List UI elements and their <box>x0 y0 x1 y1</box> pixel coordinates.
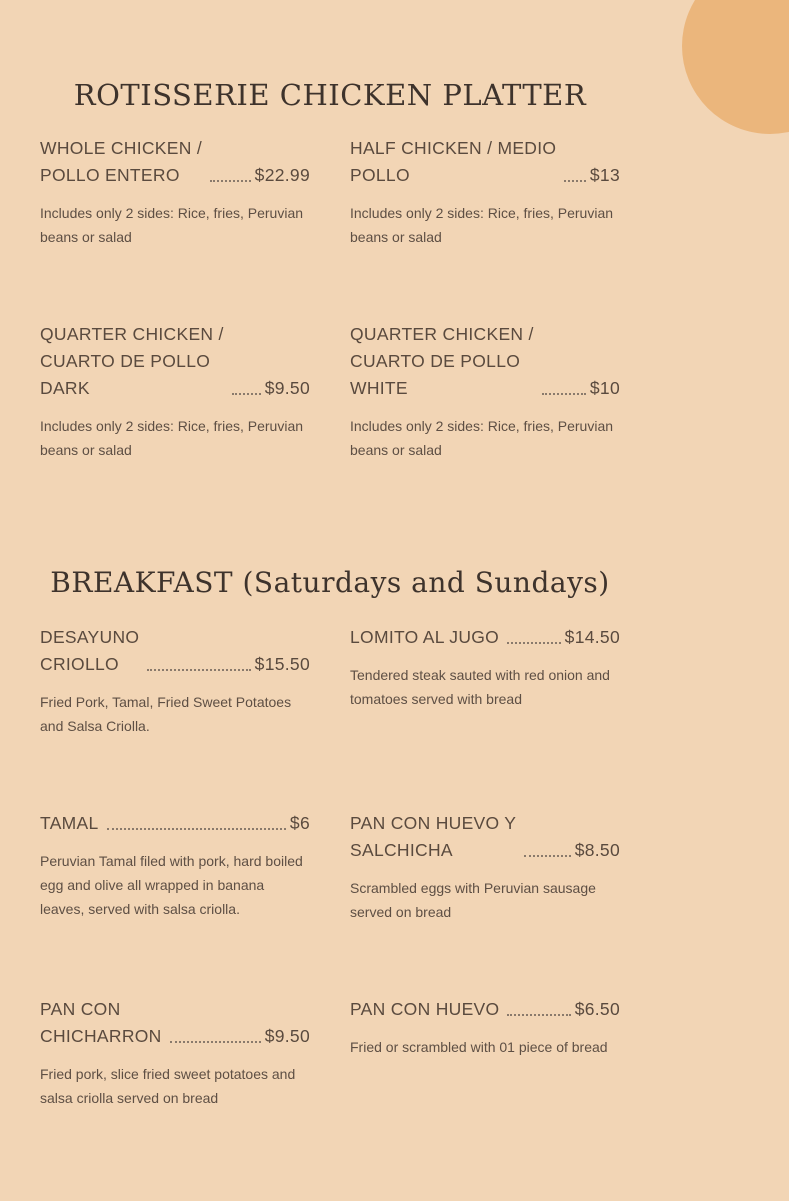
item-price: $8.50 <box>574 840 620 860</box>
menu-item-pan-con-chicharron <box>40 996 310 1110</box>
menu-item-lomito-al-jugo <box>350 624 620 711</box>
item-price: $14.50 <box>564 627 620 647</box>
menu-item-desayuno-criollo <box>40 624 310 738</box>
item-price: $6.50 <box>574 999 620 1019</box>
item-price: $10 <box>589 378 620 398</box>
menu-item-whole-chicken <box>40 135 310 249</box>
dot-leader <box>232 392 261 395</box>
dot-leader <box>210 179 251 182</box>
item-name: WHOLE CHICKEN / POLLO ENTERO <box>40 138 203 185</box>
item-price: $6 <box>289 813 310 833</box>
menu-item-quarter-chicken-dark <box>40 321 310 462</box>
dot-leader <box>107 827 286 830</box>
menu-item-tamal <box>40 810 310 921</box>
dot-leader <box>507 1013 570 1016</box>
item-name: PAN CON HUEVO Y SALCHICHA <box>350 813 517 860</box>
item-price: $15.50 <box>254 654 310 674</box>
item-price: $9.50 <box>264 378 310 398</box>
item-description: Includes only 2 sides: Rice, fries, Peruvian beans or salad <box>350 418 614 458</box>
section-title-rotisserie: ROTISSERIE CHICKEN PLATTER <box>73 78 587 112</box>
menu-item-pan-con-huevo <box>350 996 620 1059</box>
dot-leader <box>507 641 561 644</box>
section-title-breakfast: BREAKFAST (Saturdays and Sundays) <box>50 566 610 599</box>
item-name: LOMITO AL JUGO <box>350 627 500 647</box>
item-name: PAN CON CHICHARRON <box>40 999 162 1046</box>
item-description: Includes only 2 sides: Rice, fries, Peruvian beans or salad <box>350 205 614 245</box>
dot-leader <box>147 668 250 671</box>
item-description: Scrambled eggs with Peruvian sausage served on bread <box>350 880 596 920</box>
item-name: DESAYUNO CRIOLLO <box>40 627 140 674</box>
decorative-circle <box>682 0 789 134</box>
item-description: Peruvian Tamal filed with pork, hard boiled egg and olive all wrapped in banana leaves, served with salsa criolla. <box>40 853 303 917</box>
dot-leader <box>564 179 586 182</box>
item-description: Fried or scrambled with 01 piece of bread <box>350 1039 608 1055</box>
item-name: TAMAL <box>40 813 99 833</box>
item-price: $9.50 <box>264 1026 310 1046</box>
item-name: QUARTER CHICKEN / CUARTO DE POLLO DARK <box>40 324 224 398</box>
item-name: QUARTER CHICKEN / CUARTO DE POLLO WHITE <box>350 324 534 398</box>
item-description: Fried Pork, Tamal, Fried Sweet Potatoes and Salsa Criolla. <box>40 694 292 734</box>
item-description: Fried pork, slice fried sweet potatoes and salsa criolla served on bread <box>40 1066 296 1106</box>
dot-leader <box>170 1040 261 1043</box>
item-description: Tendered steak sauted with red onion and tomatoes served with bread <box>350 667 610 707</box>
item-description: Includes only 2 sides: Rice, fries, Peruvian beans or salad <box>40 205 304 245</box>
menu-item-pan-con-huevo-y-salchicha <box>350 810 620 924</box>
dot-leader <box>542 392 586 395</box>
menu-item-half-chicken <box>350 135 620 249</box>
dot-leader <box>524 854 570 857</box>
item-description: Includes only 2 sides: Rice, fries, Peruvian beans or salad <box>40 418 304 458</box>
menu-item-quarter-chicken-white <box>350 321 620 462</box>
item-price: $22.99 <box>254 165 310 185</box>
item-price: $13 <box>589 165 620 185</box>
item-name: PAN CON HUEVO <box>350 999 500 1019</box>
item-name: HALF CHICKEN / MEDIO POLLO <box>350 138 557 185</box>
